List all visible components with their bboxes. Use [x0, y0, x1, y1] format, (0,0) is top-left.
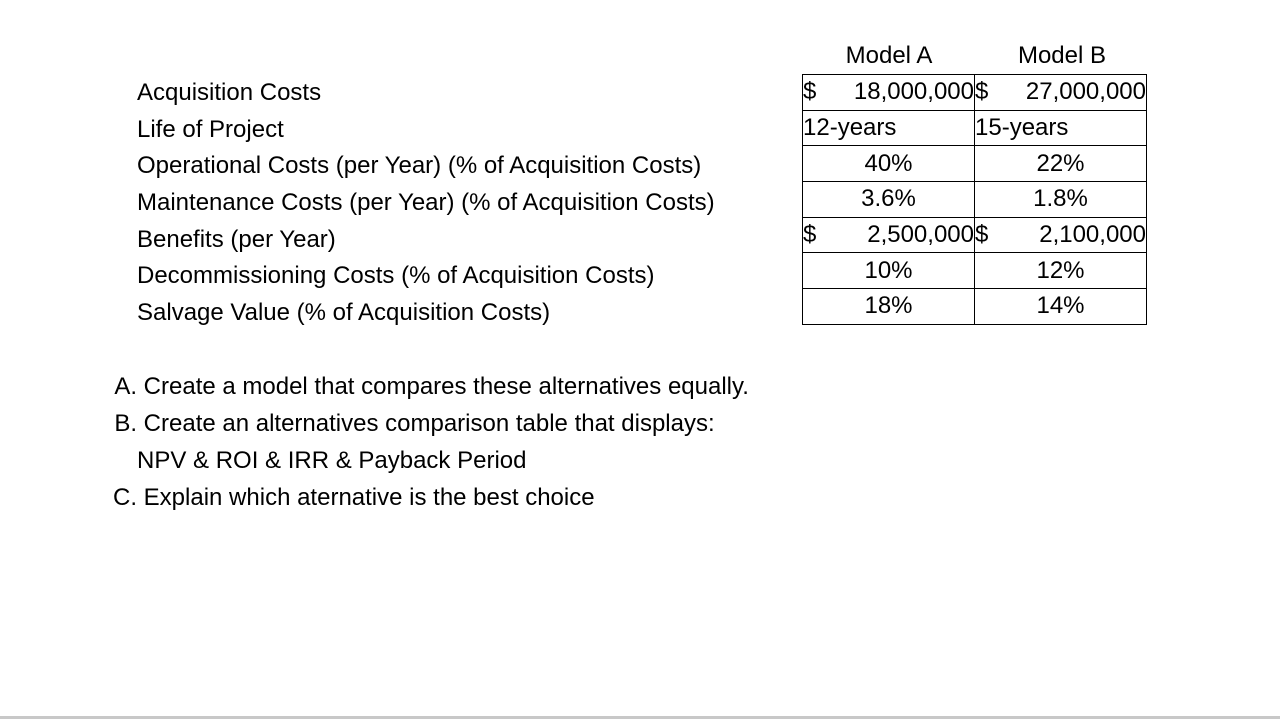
- model-b-salvage-cell: 14%: [975, 289, 1147, 325]
- row-label-acquisition-costs: Acquisition Costs: [137, 79, 322, 106]
- model-a-operational-cell: 40%: [803, 146, 975, 182]
- model-b-benefits-cell: [975, 217, 1147, 253]
- model-a-benefits-value: 2,500,000: [867, 221, 974, 249]
- model-a-acquisition-cell: [803, 75, 975, 111]
- model-a-maintenance-cell: 3.6%: [803, 182, 975, 218]
- model-b-acquisition-value: 27,000,000: [1025, 78, 1146, 106]
- model-b-life-cell: 15-years: [975, 110, 1147, 146]
- row-label-list: [137, 75, 715, 332]
- row-label-maintenance-costs: Maintenance Costs (per Year) (% of Acquisition Costs): [137, 189, 715, 217]
- model-b-header: Model B: [1017, 42, 1107, 69]
- task-item-b: [100, 405, 749, 442]
- task-continuation-text: NPV & ROI & IRR & Payback Period: [137, 447, 527, 474]
- currency-symbol: $: [803, 221, 817, 249]
- model-b-operational-cell: 22%: [975, 146, 1147, 182]
- task-letter: A.: [114, 373, 137, 400]
- table-row: [803, 217, 1147, 253]
- model-a-benefits-cell: [803, 217, 975, 253]
- model-b-acquisition-cell: [975, 75, 1147, 111]
- currency-symbol: $: [975, 78, 989, 106]
- task-item-c: [100, 479, 749, 516]
- model-a-acquisition-value: 18,000,000: [853, 78, 974, 106]
- task-letter: B.: [114, 410, 137, 437]
- model-comparison-table: [802, 74, 1147, 325]
- task-text: Explain which aternative is the best choice: [143, 484, 595, 511]
- model-a-salvage-cell: 18%: [803, 289, 975, 325]
- task-text: Create a model that compares these alternatives equally.: [143, 373, 749, 400]
- row-label-life-of-project: Life of Project: [137, 115, 284, 143]
- model-b-decommissioning-cell: 12%: [975, 253, 1147, 289]
- row-label-salvage-value: Salvage Value (% of Acquisition Costs): [137, 299, 551, 327]
- task-letter: C.: [113, 484, 137, 511]
- model-b-maintenance-cell: 1.8%: [975, 182, 1147, 218]
- currency-symbol: $: [975, 221, 989, 249]
- currency-symbol: $: [803, 78, 817, 106]
- model-b-benefits-value: 2,100,000: [1039, 221, 1146, 249]
- task-item-b-continuation: [100, 442, 749, 479]
- row-label-decommissioning-costs: Decommissioning Costs (% of Acquisition Costs): [137, 262, 655, 290]
- task-item-a: [100, 368, 749, 405]
- table-row: [803, 289, 1147, 325]
- table-row: [803, 146, 1147, 182]
- table-row: [803, 75, 1147, 111]
- task-list: [100, 368, 749, 516]
- task-text: Create an alternatives comparison table that displays:: [143, 410, 715, 437]
- model-a-decommissioning-cell: 10%: [803, 253, 975, 289]
- table-row: [803, 182, 1147, 218]
- model-a-life-cell: 12-years: [803, 110, 975, 146]
- table-row: [803, 110, 1147, 146]
- model-a-header: Model A: [845, 42, 933, 69]
- row-label-benefits: Benefits (per Year): [137, 225, 336, 253]
- table-row: [803, 253, 1147, 289]
- row-label-operational-costs: Operational Costs (per Year) (% of Acquisition Costs): [137, 152, 702, 180]
